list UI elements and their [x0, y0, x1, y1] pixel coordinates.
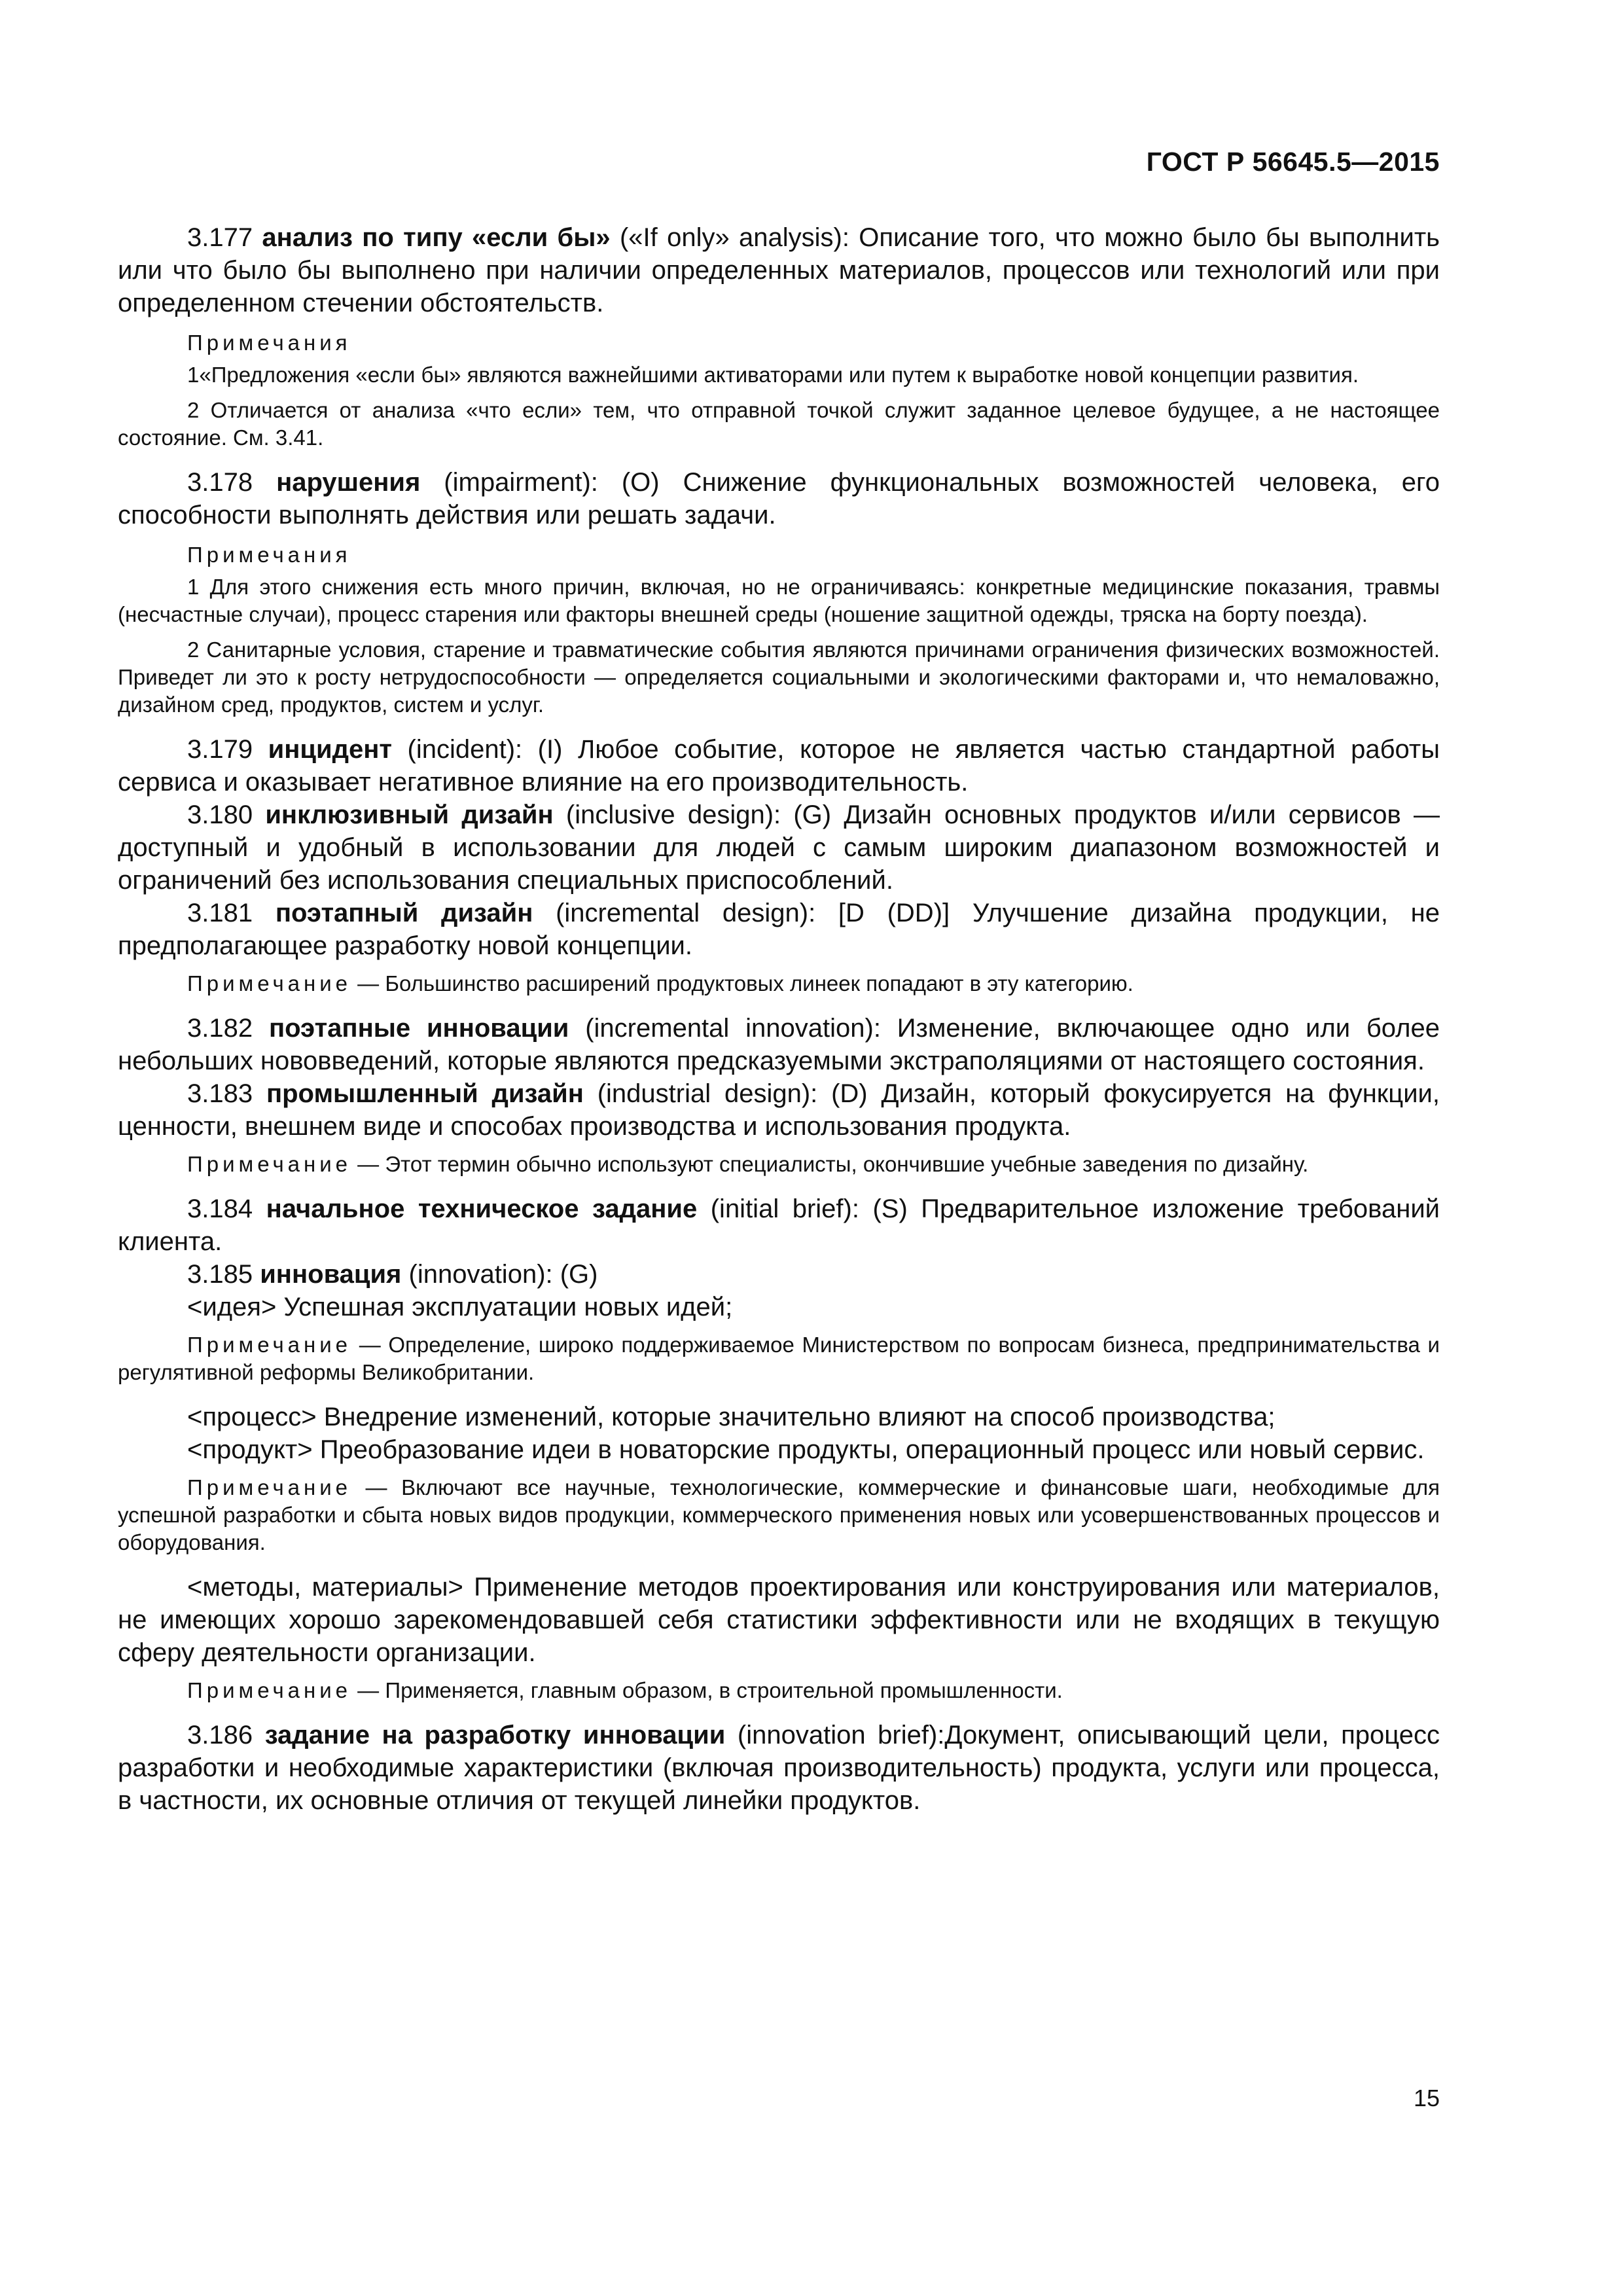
note-item: Примечание — Применяется, главным образом, в строительной промышленности.: [187, 1678, 1063, 1702]
definition-idea: <идея> Успешная эксплуатации новых идей;: [187, 1293, 733, 1321]
definition-methods: <методы, материалы> Применение методов проектирования или конструирования или материалов, не имеющих хорошо зарекомендовавшей себя статистики эффективности или не входящих в текущую сферу деятельности организации.: [118, 1573, 1440, 1667]
term-entry-3-182: 3.182 поэтапные инновации (incremental innovation): Изменение, включающее одно или более небольших нововведений, которые являются предсказуемыми экстраполяциями от настоящего состояния.: [118, 1014, 1440, 1075]
term-entry-3-180: 3.180 инклюзивный дизайн (inclusive design): (G) Дизайн основных продуктов и/или сервисов — доступный и удобный в использовании для людей с самым широким диапазоном возможностей и ограничений без использования специальных приспособлений.: [118, 800, 1440, 895]
term-entry-3-181: 3.181 поэтапный дизайн (incremental design): [D (DD)] Улучшение дизайна продукции, не предполагающее разработку новой концепции.: [118, 899, 1440, 960]
term-name: поэтапный дизайн: [275, 899, 533, 927]
standard-number: ГОСТ Р 56645.5—2015: [1146, 147, 1440, 177]
note-label: Примечание: [187, 1678, 352, 1702]
document-page: [118, 0, 1440, 2296]
note-item: 2 Отличается от анализа «что если» тем, что отправной точкой служит заданное целевое будущее, а не настоящее состояние. См. 3.41.: [118, 398, 1440, 450]
term-entry-3-179: 3.179 инцидент (incident): (I) Любое событие, которое не является частью стандартной работы сервиса и оказывает негативное влияние на его производительность.: [118, 735, 1440, 797]
term-name: инновация: [260, 1260, 402, 1289]
page-number: 15: [1413, 2085, 1440, 2111]
page-content: [118, 221, 1440, 1817]
term-name: нарушения: [276, 468, 421, 497]
term-name: задание на разработку инновации: [264, 1721, 726, 1749]
term-entry-3-178: 3.178 нарушения (impairment): (O) Снижение функциональных возможностей человека, его способности выполнять действия или решать задачи.: [118, 468, 1440, 529]
note-item: Примечание — Большинство расширений продуктовых линеек попадают в эту категорию.: [187, 971, 1133, 996]
term-entry-3-177: 3.177 анализ по типу «если бы» («If only» analysis): Описание того, что можно было бы выполнить или что было бы выполнено при наличии определенных материалов, процессов или технологий или при определенном стечении обстоятельств.: [118, 223, 1440, 317]
note-label: Примечание: [187, 1152, 352, 1176]
term-name: инклюзивный дизайн: [265, 800, 554, 829]
term-name: промышленный дизайн: [266, 1079, 584, 1108]
term-name: инцидент: [268, 735, 392, 764]
term-name: анализ по типу «если бы»: [262, 223, 611, 252]
note-item: 1 Для этого снижения есть много причин, включая, но не ограничиваясь: конкретные медицинские показания, травмы (несчастные случаи), процесс старения или факторы внешней среды (ношение защитной одежды, тряска на борту поезда).: [118, 575, 1440, 626]
term-name: поэтапные инновации: [268, 1014, 569, 1043]
note-item: 2 Санитарные условия, старение и травматические события являются причинами ограничения физических возможностей. Приведет ли это к росту нетрудоспособности — определяется социальными и экологическими факторами и, что немаловажно, дизайном сред, продуктов, систем и услуг.: [118, 637, 1440, 717]
term-name: начальное техническое задание: [266, 1194, 698, 1223]
note-label: Примечание: [187, 971, 352, 996]
note-item: Примечание — Определение, широко поддерживаемое Министерством по вопросам бизнеса, предпринимательства и регулятивной реформы Великобритании.: [118, 1333, 1440, 1384]
note-item: 1«Предложения «если бы» являются важнейшими активаторами или путем к выработке новой концепции развития.: [187, 363, 1359, 387]
term-entry-3-186: 3.186 задание на разработку инновации (innovation brief):Документ, описывающий цели, процесс разработки и необходимые характеристики (включая производительность) продукта, услуги или процесса, в частности, их основные отличия от текущей линейки продуктов.: [118, 1721, 1440, 1815]
note-item: Примечание — Включают все научные, технологические, коммерческие и финансовые шаги, необходимые для успешной разработки и сбыта новых видов продукции, коммерческого применения новых или усовершенствованных процессов и оборудования.: [118, 1475, 1440, 1554]
term-entry-3-184: 3.184 начальное техническое задание (initial brief): (S) Предварительное изложение требований клиента.: [118, 1194, 1440, 1256]
definition-process: <процесс> Внедрение изменений, которые значительно влияют на способ производства;: [187, 1403, 1275, 1431]
note-label: Примечание: [187, 1333, 352, 1357]
note-item: Примечание — Этот термин обычно используют специалисты, окончившие учебные заведения по дизайну.: [187, 1152, 1309, 1176]
term-entry-3-183: 3.183 промышленный дизайн (industrial design): (D) Дизайн, который фокусируется на функции, ценности, внешнем виде и способах производства и использования продукта.: [118, 1079, 1440, 1141]
note-label: Примечание: [187, 1475, 352, 1499]
notes-heading: Примечания: [187, 331, 351, 355]
term-entry-3-185: 3.185 инновация (innovation): (G): [187, 1260, 598, 1289]
notes-heading: Примечания: [187, 543, 351, 567]
definition-product: <продукт> Преобразование идеи в новаторские продукты, операционный процесс или новый сервис.: [187, 1435, 1425, 1464]
